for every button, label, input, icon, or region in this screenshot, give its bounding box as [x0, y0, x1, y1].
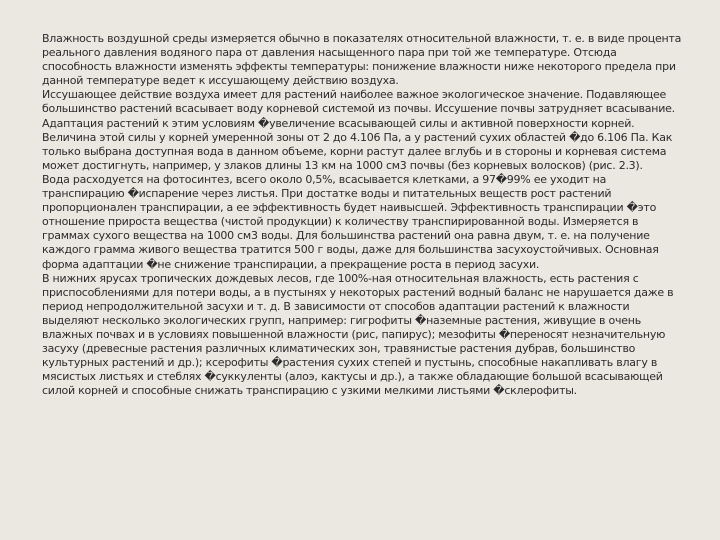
paragraph-humidity-definition: Влажность воздушной среды измеряется обычно в показателях относительной влажности, т. е. в виде процента реального давления водяного пара от давления насыщенного пара при той же температуре. Отсюда способность влажности изменять эффекты температуры: понижение влажности ниже некоторого предела при данной температуре ведет к иссушающему действию воздуха. — [42, 32, 682, 88]
body-text — [42, 32, 686, 398]
paragraph-transpiration: Вода расходуется на фотосинтез, всего около 0,5%, всасывается клетками, а 97�99% ее уходит на транспирацию �испарение через листья. При достатке воды и питательных веществ рост растений пропорционален транспирации, а ее эффективность будет наивысшей. Эффективность транспирации �это отношение прироста вещества (чистой продукции) к количеству транспирированной воды. Измеряется в граммах сухого вещества на 1000 см3 воды. Для большинства растений она равна двум, т. е. на получение каждого грамма живого вещества тратится 500 г воды, даже для большинства засухоустойчивых. Основная форма адаптации �не снижение транспирации, а прекращение роста в период засухи. — [42, 172, 659, 271]
paragraph-ecological-groups: В нижних ярусах тропических дождевых лесов, где 100%-ная относительная влажность, есть растения с приспособлениями для потери воды, а в пустынях у некоторых растений водный баланс не нарушается даже в период непродолжительной засухи и т. д. В зависимости от способов адаптации растений к влажности выделяют несколько экологических групп, например: гигрофиты �наземные растения, живущие в очень влажных почвах и в условиях повышенной влажности (рис, папирус); мезофиты �переносят незначительную засуху (древесные растения различных климатических зон, травянистые растения дубрав, большинство культурных растений и др.); ксерофиты �растения сухих степей и пустынь, способные накапливать влагу в мясистых листьях и стеблях �суккуленты (алоэ, кактусы и др.), а также обладающие большой всасывающей силой корней и способные снижать транспирацию с узкими мелкими листьями �склерофиты. — [42, 271, 674, 398]
paragraph-drying-effect: Иссушающее действие воздуха имеет для растений наиболее важное экологическое значение. Подавляющее большинство растений всасывает воду корневой системой из почвы. Иссушение почвы затрудняет всасывание. Адаптация растений к этим условиям �увеличение всасывающей силы и активной поверхности корней. Величина этой силы у корней умеренной зоны от 2 до 4.106 Па, а у растений сухих областей �до 6.106 Па. Как только выбрана доступная вода в данном объеме, корни растут далее вглубь и в стороны и корневая система может достигнуть, например, у злаков длины 13 км на 1000 см3 почвы (без корневых волосков) (рис. 2.3). — [42, 88, 675, 172]
